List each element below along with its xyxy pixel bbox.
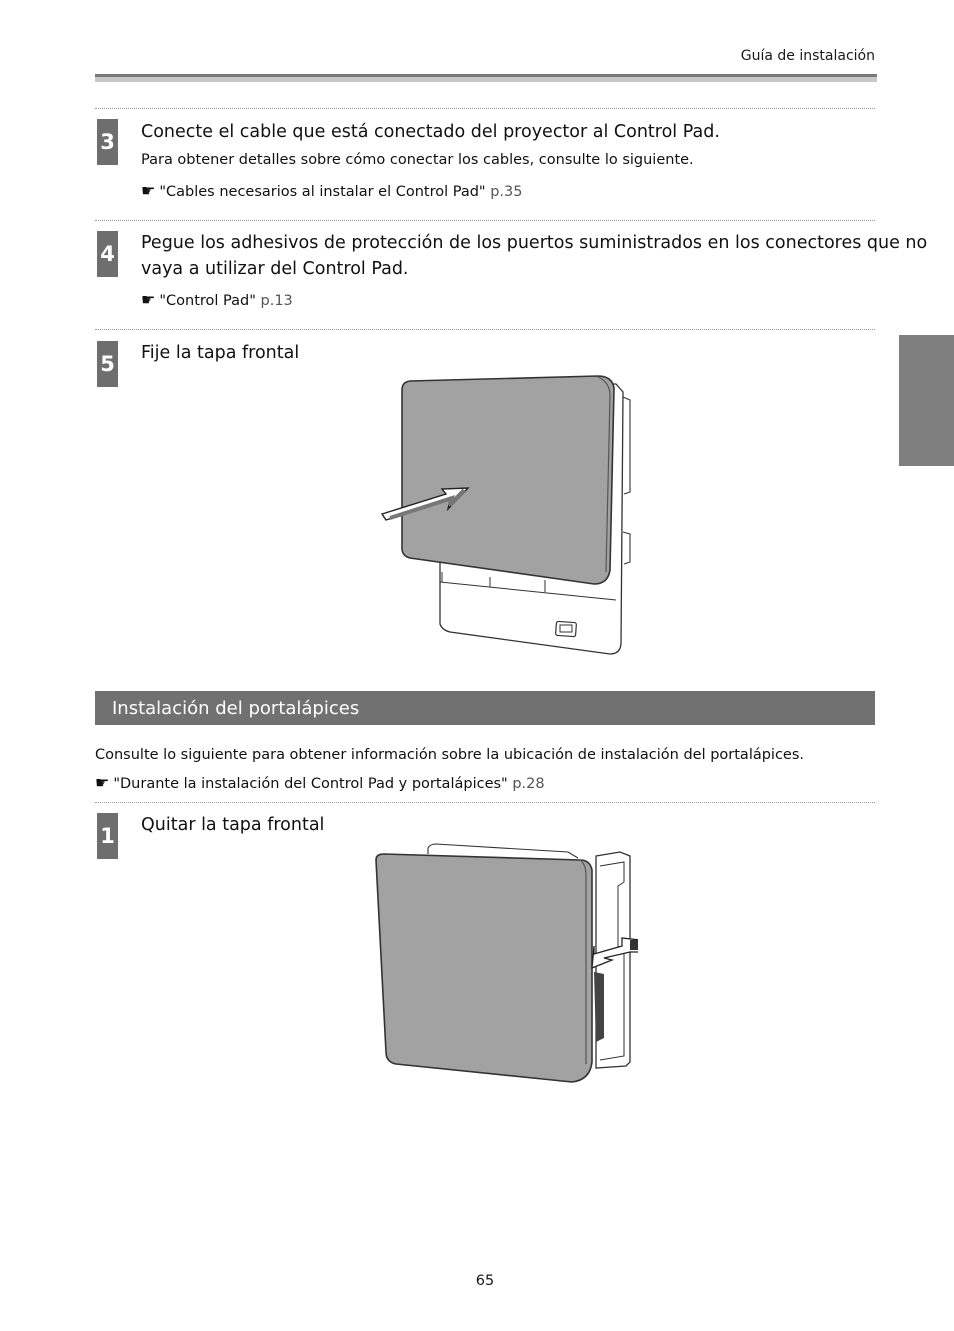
divider [95,329,875,330]
section-description: Consulte lo siguiente para obtener información sobre la ubicación de instalación del portalápices. [95,747,805,763]
header-title: Guía de instalación [740,48,875,64]
chapter-side-tab [899,335,954,466]
reference-text: "Cables necesarios al instalar el Control Pad" [159,184,486,200]
reference-page: p.13 [260,293,293,309]
step-number-badge: 1 [97,813,118,859]
step-title-line-1: Pegue los adhesivos de protección de los puertos suministrados en los conectores que no [141,233,928,253]
pointing-hand-icon: ☛ [141,181,156,200]
divider [95,220,875,221]
reference-page: p.28 [512,776,545,792]
header-rule [95,74,877,82]
step-number-badge: 4 [97,231,118,277]
reference-text: "Durante la instalación del Control Pad y portalápices" [113,776,508,792]
step-number-badge: 5 [97,341,118,387]
section-heading [95,691,875,725]
divider [95,108,875,109]
page-number: 65 [475,1273,495,1289]
divider [95,802,875,803]
step-description: Para obtener detalles sobre cómo conectar los cables, consulte lo siguiente. [141,152,694,168]
step-title: Quitar la tapa frontal [141,815,325,835]
step-title: Fije la tapa frontal [141,343,300,363]
pointing-hand-icon: ☛ [141,290,156,309]
section-title: Instalación del portalápices [112,697,360,719]
reference-link[interactable] [141,290,293,309]
attach-front-cover-illustration [380,372,640,662]
reference-text: "Control Pad" [159,293,256,309]
step-number-badge: 3 [97,119,118,165]
step-title: Conecte el cable que está conectado del proyector al Control Pad. [141,122,720,142]
reference-link[interactable] [141,181,522,200]
pointing-hand-icon: ☛ [95,773,110,792]
step-title-line-2: vaya a utilizar del Control Pad. [141,259,409,279]
reference-link[interactable] [95,773,545,792]
remove-front-cover-illustration [368,842,638,1087]
reference-page: p.35 [490,184,523,200]
